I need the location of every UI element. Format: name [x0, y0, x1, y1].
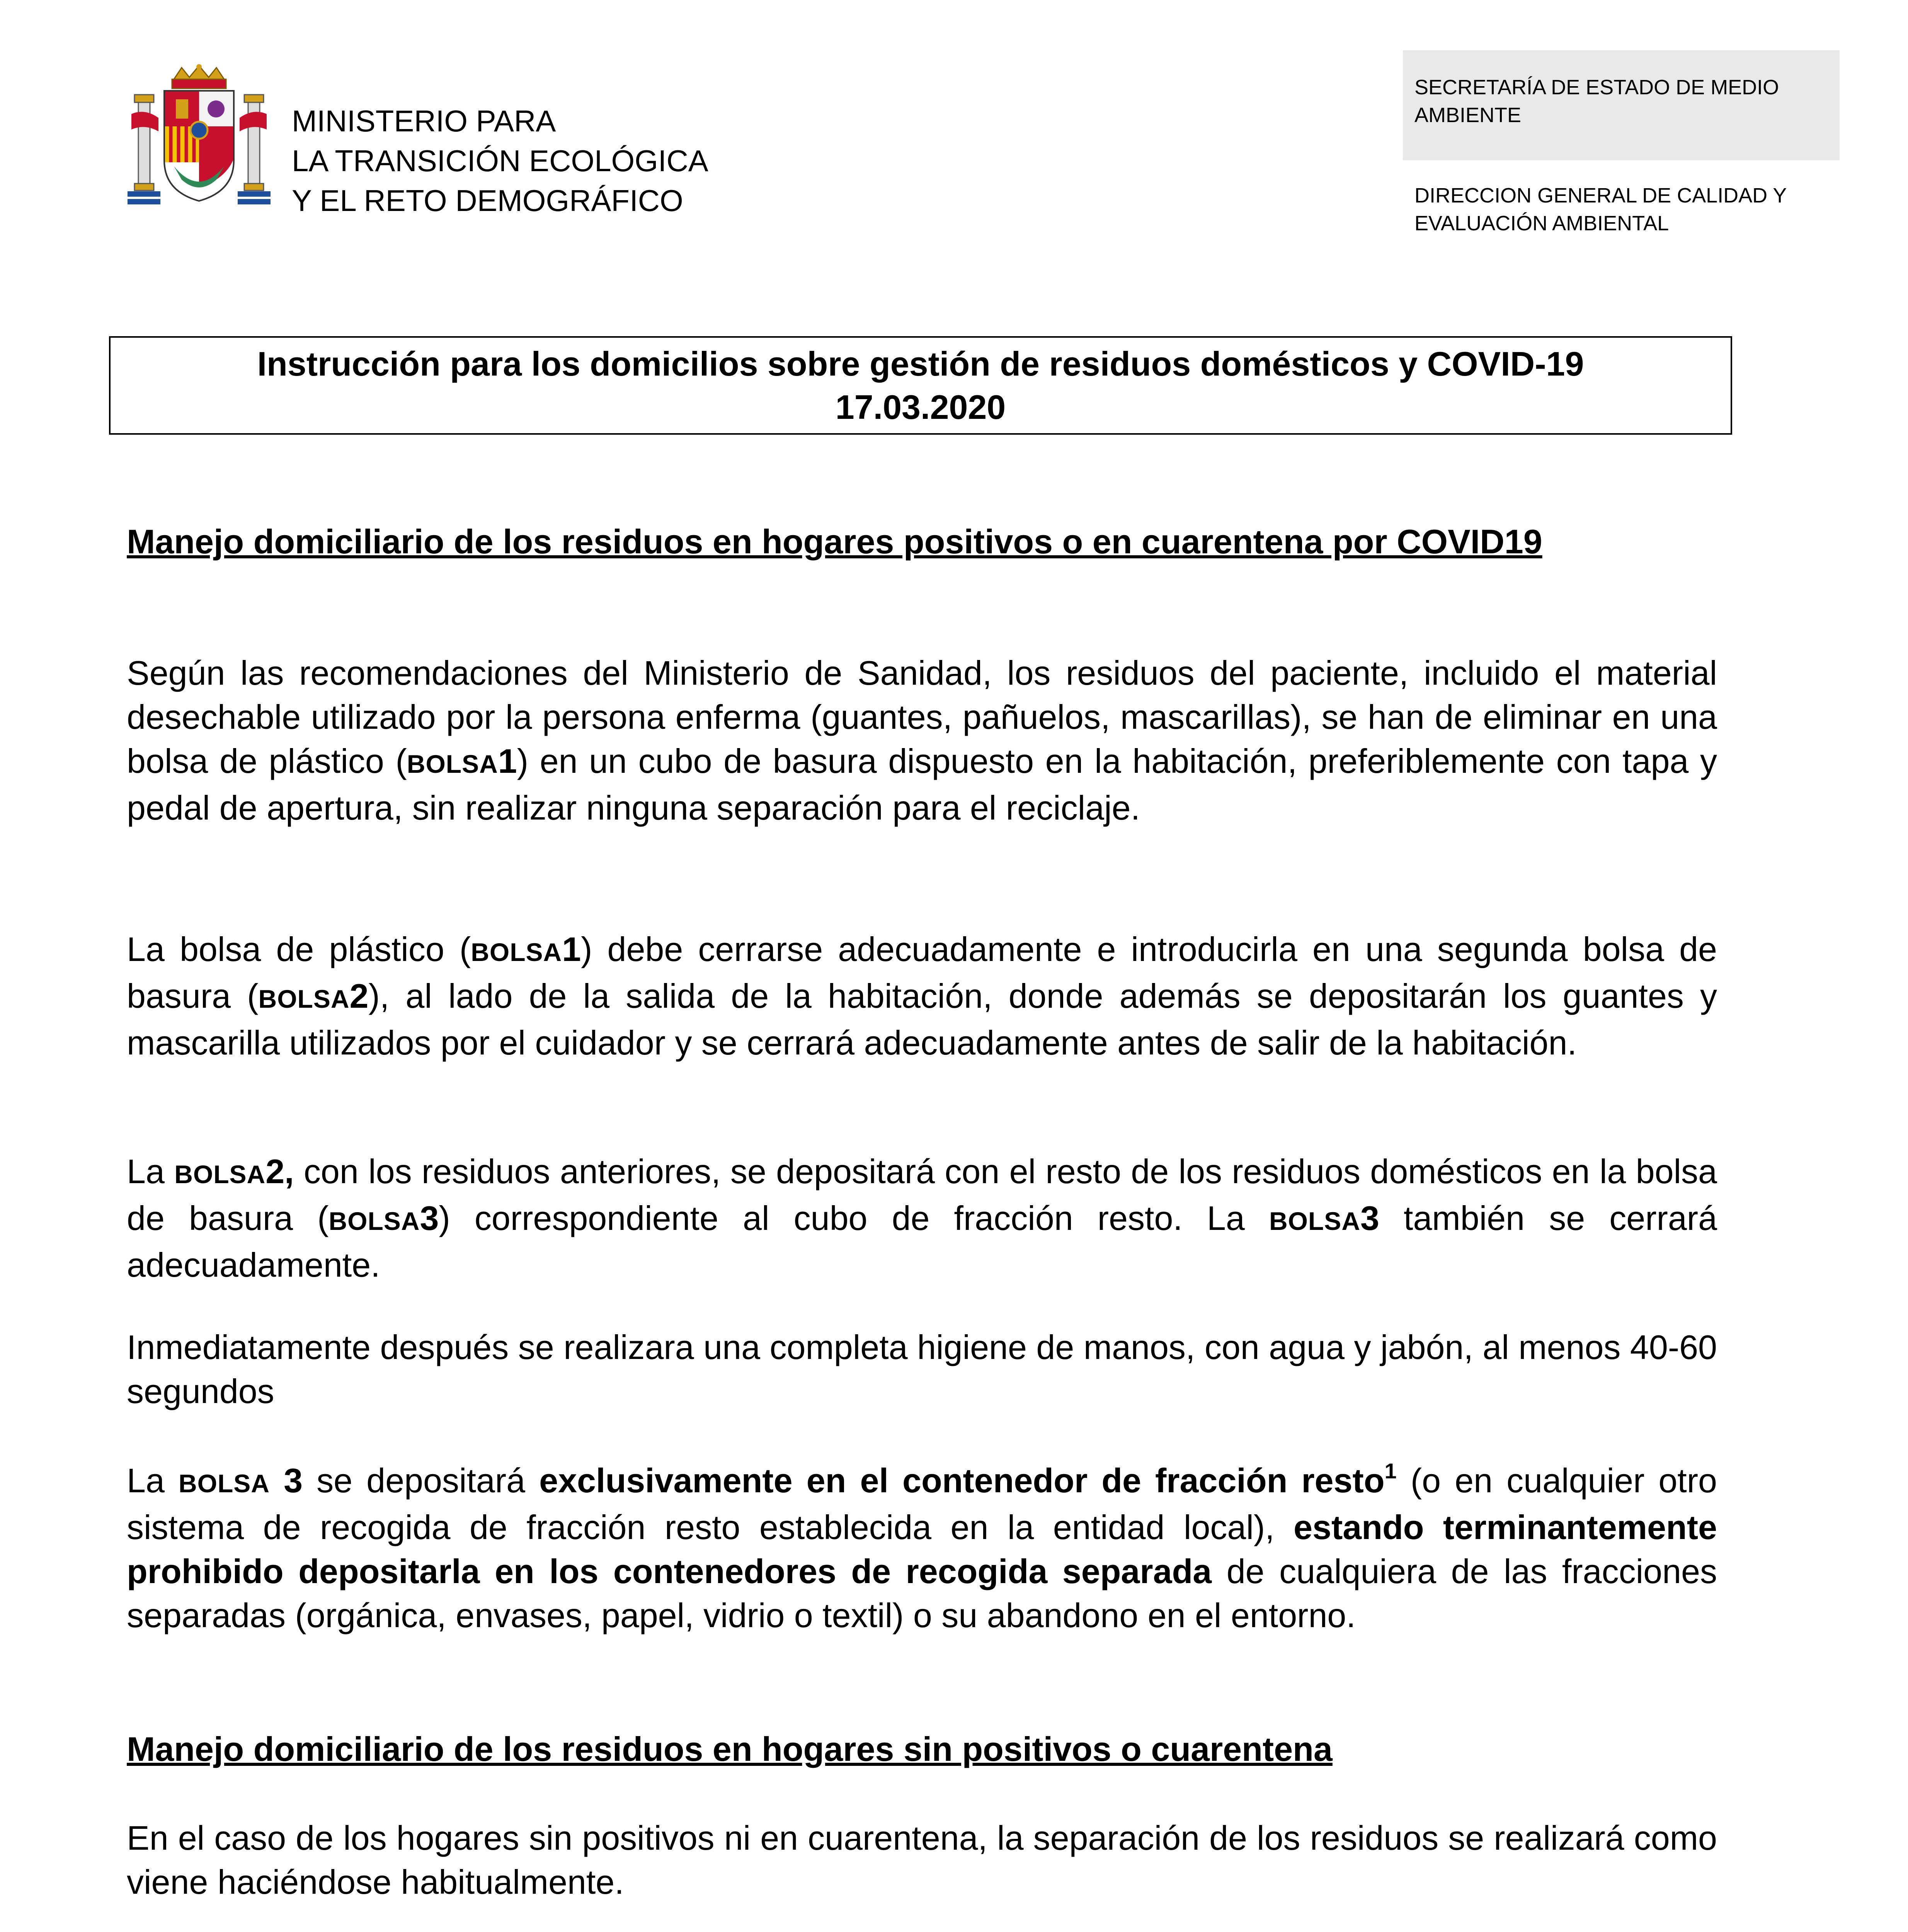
text: La — [127, 1461, 179, 1500]
bolsa-label: BOLSA — [471, 938, 562, 966]
bolsa-label: BOLSA — [328, 1207, 420, 1235]
direccion-block — [1414, 182, 1851, 237]
text: ) debe cerrarse adecuadamente e introducirla en una segunda bolsa de basura ( — [127, 930, 1717, 1015]
bold-text: exclusivamente en el contenedor de fracción resto — [539, 1461, 1385, 1500]
bolsa-label: BOLSA — [258, 985, 350, 1013]
bolsa-label: BOLSA — [174, 1160, 266, 1189]
bolsa-number: 2 — [349, 977, 369, 1015]
paragraph-bolsa-3 — [127, 1150, 1717, 1287]
document-date: 17.03.2020 — [835, 388, 1006, 426]
ministry-line: Y EL RETO DEMOGRÁFICO — [292, 184, 683, 218]
ministry-line: LA TRANSICIÓN ECOLÓGICA — [292, 144, 708, 178]
bolsa-number: 1 — [498, 742, 517, 780]
footnote-reference: 1 — [1384, 1458, 1397, 1483]
document-title: Instrucción para los domicilios sobre gestión de residuos domésticos y COVID-19 — [257, 344, 1584, 383]
paragraph-usual-separation: En el caso de los hogares sin positivos ni en cuarentena, la separación de los residuos se realizará como viene haciéndose habitualmente. — [127, 1819, 1717, 1901]
bolsa-number: 3 — [284, 1461, 303, 1500]
text: de cualquiera de las fracciones separadas (orgánica, envases, papel, vidrio o textil) o su abandono en el entorno. — [127, 1552, 1717, 1634]
text: ), al lado de la salida de la habitación, donde además se depositarán los guantes y mascarilla utilizados por el cuidador y se cerrará adecuadamente antes de salir de la habitación. — [127, 977, 1717, 1062]
paragraph-deposit-bolsa-3 — [127, 1459, 1717, 1638]
bolsa-label: BOLSA — [178, 1469, 270, 1498]
text: también se cerrará adecuadamente. — [127, 1199, 1717, 1284]
secretaria-line: SECRETARÍA DE ESTADO DE MEDIO — [1414, 76, 1779, 99]
secretaria-box — [1403, 50, 1840, 160]
section-heading-non-positive-homes: Manejo domiciliario de los residuos en hogares sin positivos o cuarentena — [127, 1730, 1333, 1768]
text: (o en cualquier otro sistema de recogida de fracción resto establecida en la entidad local), — [127, 1461, 1717, 1546]
bolsa-label: BOLSA — [407, 750, 498, 778]
text: se depositará — [303, 1461, 540, 1500]
paragraph-bolsa-1 — [127, 651, 1717, 830]
ministry-name — [292, 101, 708, 221]
text: La — [127, 1152, 175, 1190]
text: Según las recomendaciones del Ministerio de Sanidad, los residuos del paciente, incluido el material desechable utilizado por la persona enferma (guantes, pañuelos, mascarillas), se han de eliminar en una bolsa de plástico ( — [127, 654, 1717, 780]
paragraph-bolsa-2 — [127, 927, 1717, 1065]
text: ) correspondiente al cubo de fracción resto. La — [439, 1199, 1269, 1237]
document-title-box — [109, 336, 1732, 435]
text: La bolsa de plástico ( — [127, 930, 471, 968]
direccion-line: DIRECCION GENERAL DE CALIDAD Y — [1414, 184, 1787, 207]
secretaria-line: AMBIENTE — [1414, 104, 1522, 127]
bolsa-label: BOLSA — [1269, 1207, 1360, 1235]
text: con los residuos anteriores, se depositará con el resto de los residuos domésticos en la bolsa de basura ( — [127, 1152, 1717, 1237]
bolsa-number: 1 — [562, 930, 581, 968]
section-heading-positive-homes: Manejo domiciliario de los residuos en hogares positivos o en cuarentena por COVID19 — [127, 522, 1542, 561]
bolsa-number: 3 — [420, 1199, 439, 1237]
text: ) en un cubo de basura dispuesto en la habitación, preferiblemente con tapa y pedal de apertura, sin realizar ninguna separación para el reciclaje. — [127, 742, 1717, 827]
bold-text: estando terminantemente prohibido depositarla en los contenedores de recogida separada — [127, 1508, 1717, 1590]
bolsa-number: 2, — [266, 1152, 294, 1190]
coat-of-arms-logo — [128, 64, 271, 214]
ministry-line: MINISTERIO PARA — [292, 104, 556, 138]
direccion-line: EVALUACIÓN AMBIENTAL — [1414, 212, 1669, 235]
bolsa-number: 3 — [1360, 1199, 1379, 1237]
paragraph-hand-hygiene: Inmediatamente después se realizara una completa higiene de manos, con agua y jabón, al menos 40-60 segundos — [127, 1328, 1717, 1410]
